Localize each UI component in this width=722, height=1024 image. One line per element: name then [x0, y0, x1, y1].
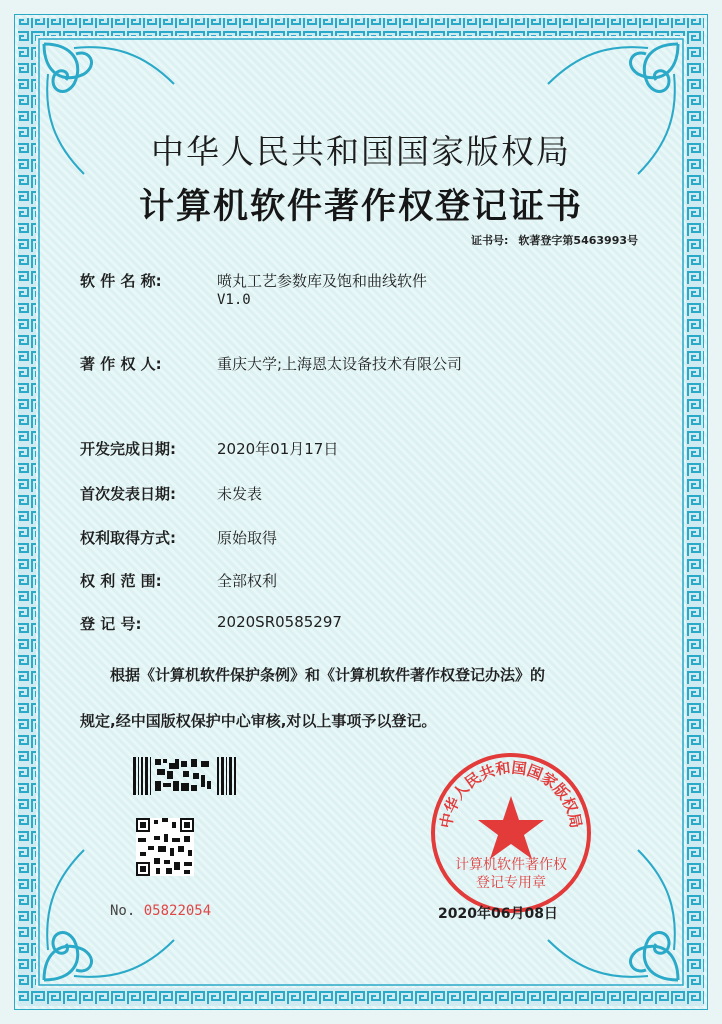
barcode-image	[133, 757, 237, 795]
certificate-number-label: 证书号:	[471, 234, 509, 247]
field-value: 重庆大学;上海恩太设备技术有限公司	[217, 355, 463, 373]
field-value: 喷丸工艺参数库及饱和曲线软件	[217, 272, 428, 290]
certificate-title: 计算机软件著作权登记证书	[138, 187, 583, 227]
certificate-number-value: 软著登字第5463993号	[518, 234, 638, 247]
field-value: 全部权利	[217, 572, 278, 590]
field-label: 首次发表日期:	[80, 485, 176, 503]
serial-value: 05822054	[143, 903, 212, 919]
qr-code-image	[136, 818, 194, 876]
statement-line-1: 根据《计算机软件保护条例》和《计算机软件著作权登记办法》的	[110, 666, 546, 684]
field-label: 权利取得方式:	[80, 529, 176, 547]
seal-text-line-1: 计算机软件著作权	[455, 857, 567, 873]
software-version: V1.0	[217, 292, 251, 308]
official-seal	[428, 750, 594, 916]
field-value: 2020SR0585297	[217, 613, 342, 631]
field-label: 开发完成日期:	[80, 440, 176, 458]
issue-date: 2020年06月08日	[438, 906, 558, 922]
certificate-number	[461, 232, 638, 248]
field-value: 2020年01月17日	[217, 440, 339, 458]
field-value: 原始取得	[217, 529, 278, 547]
field-label: 权 利 范 围:	[80, 572, 162, 590]
seal-ring-text: 中华人民共和国国家版权局	[436, 758, 586, 830]
serial-number	[110, 903, 211, 919]
issuing-authority: 中华人民共和国国家版权局	[151, 132, 571, 171]
field-label: 著 作 权 人:	[80, 355, 162, 373]
field-label: 登 记 号:	[80, 615, 142, 633]
statement-line-2: 规定,经中国版权保护中心审核,对以上事项予以登记。	[80, 712, 437, 730]
field-value: 未发表	[217, 485, 263, 503]
seal-text-line-2: 登记专用章	[476, 875, 546, 891]
field-label: 软 件 名 称:	[80, 272, 162, 290]
star-icon	[478, 796, 544, 859]
serial-prefix: No.	[110, 903, 136, 919]
